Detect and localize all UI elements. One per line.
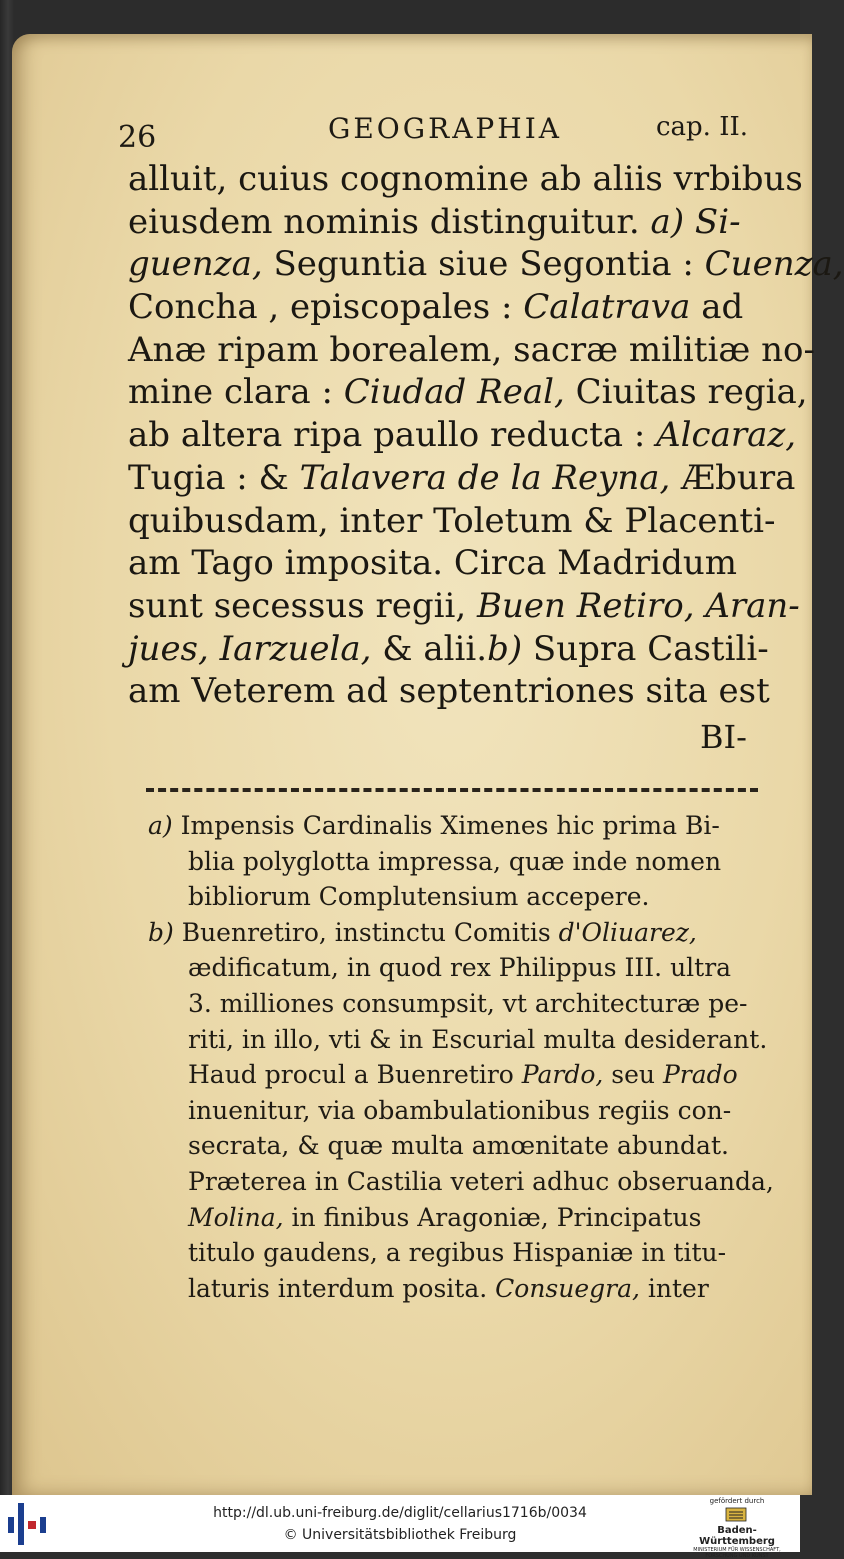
text-span: Supra Castili- — [522, 628, 769, 669]
footnote-line — [148, 1235, 772, 1271]
text-span: Æbura — [670, 457, 796, 498]
main-text-block — [128, 158, 844, 713]
text-span: am Tago imposita. Circa Madridum — [128, 543, 738, 584]
place-name: Pardo, — [521, 1060, 604, 1090]
footnote-line — [148, 1128, 772, 1164]
footnote-line — [148, 1164, 772, 1200]
text-line — [128, 243, 844, 286]
running-title: GEOGRAPHIA — [328, 112, 562, 145]
text-span: blia polyglotta impressa, quæ inde nomen — [188, 846, 722, 876]
text-line — [128, 158, 803, 201]
text-span: Seguntia siue Segontia : — [262, 244, 694, 285]
text-span: ad — [690, 287, 744, 328]
place-name: Buen Retiro, — [477, 585, 695, 626]
text-line — [128, 628, 768, 671]
text-line — [128, 329, 815, 372]
catchword: BI- — [700, 718, 747, 756]
text-span: eiusdem nominis distinguitur. — [128, 201, 640, 242]
footnote-line — [148, 879, 772, 915]
footnotes-block — [148, 808, 772, 1306]
text-span: mine clara : — [128, 372, 333, 413]
place-name: Alcaraz, — [656, 415, 797, 456]
text-span: Buenretiro, instinctu Comitis — [173, 917, 551, 947]
text-span: secrata, & quæ multa amœnitate abundat. — [188, 1131, 729, 1161]
text-span: Præterea in Castilia veteri adhuc obseruanda, — [188, 1166, 774, 1196]
text-span: Haud procul a Buenretiro — [188, 1060, 514, 1090]
page-number: 26 — [118, 120, 157, 155]
sponsor-label: gefördert durch — [709, 1497, 765, 1505]
text-line — [128, 286, 768, 329]
footnote-line — [148, 808, 772, 844]
page-header — [118, 112, 748, 155]
place-name: Aran- — [705, 585, 800, 626]
footnote-line — [148, 1057, 772, 1093]
footnote-mark: b) — [148, 917, 174, 947]
text-span: titulo gaudens, a regibus Hispaniæ in titu- — [188, 1238, 727, 1268]
text-line — [128, 201, 768, 244]
footnote-ref: b) — [487, 628, 523, 669]
coat-of-arms-icon — [724, 1506, 748, 1522]
place-name: guenza, — [128, 244, 263, 285]
footnote-line — [148, 1271, 772, 1307]
text-line — [128, 542, 768, 585]
place-name: Talavera de la Reyna, — [299, 457, 671, 498]
text-span: bibliorum Complutensium accepere. — [188, 882, 650, 912]
place-name: Consuegra, — [495, 1273, 640, 1303]
text-span: in finibus Aragoniæ, Principatus — [283, 1202, 702, 1232]
chapter-reference: cap. II. — [655, 112, 748, 142]
text-span: riti, in illo, vti & in Escurial multa desiderant. — [188, 1024, 768, 1054]
text-span: laturis interdum posita. — [188, 1273, 488, 1303]
place-name: Prado — [662, 1060, 738, 1090]
place-name: Si- — [694, 201, 741, 242]
text-span: Anæ ripam borealem, sacræ militiæ no- — [128, 329, 815, 370]
text-line — [128, 585, 800, 628]
text-span: seu — [603, 1060, 656, 1090]
place-name: Iarzuela, — [219, 628, 372, 669]
text-span: Impensis Cardinalis Ximenes hic prima Bi- — [172, 811, 720, 840]
footnote-line — [148, 1022, 772, 1058]
footnote-line — [148, 915, 772, 951]
text-span: Concha , episcopales : — [128, 287, 513, 328]
text-span: quibusdam, inter Toletum & Placenti- — [128, 500, 776, 541]
text-span: Tugia : & — [128, 457, 289, 498]
text-span: alluit, cuius cognomine ab aliis vrbibus — [128, 159, 803, 199]
person-name: d'Oliuarez, — [558, 917, 697, 947]
footnote-line — [148, 950, 772, 986]
footnote-line — [148, 986, 772, 1022]
viewer-footer — [0, 1495, 800, 1559]
footnote-rule — [146, 788, 758, 792]
place-name: jues, — [128, 628, 209, 669]
footnote-ref: a) — [650, 201, 685, 242]
footnote-line — [148, 844, 772, 880]
text-line — [128, 500, 776, 543]
copyright-notice: © Universitätsbibliothek Freiburg — [283, 1527, 517, 1543]
text-span: inuenitur, via obambulationibus regiis con- — [188, 1095, 732, 1125]
text-span: am Veterem ad septentriones sita est — [128, 671, 770, 712]
text-span: Ciuitas regia, — [564, 372, 808, 413]
text-span: & alii. — [371, 628, 488, 669]
place-name: Calatrava — [523, 287, 691, 328]
sponsor-block — [682, 1497, 792, 1559]
place-name: Molina, — [188, 1202, 284, 1232]
place-name: Cuenza, — [704, 244, 844, 285]
footnote-line — [148, 1200, 772, 1236]
text-line — [128, 371, 808, 414]
text-line — [128, 457, 796, 500]
text-span: ædificatum, in quod rex Philippus III. ultra — [188, 953, 732, 983]
text-span: 3. milliones consumpsit, vt architecturæ pe- — [188, 988, 748, 1018]
text-line — [128, 414, 797, 457]
sponsor-ministry: MINISTERIUM FÜR WISSENSCHAFT, FORSCHUNG UND KUNST — [693, 1547, 781, 1559]
place-name: Ciudad Real, — [343, 372, 565, 413]
text-span: ab altera ripa paullo reducta : — [128, 415, 646, 456]
text-span: inter — [639, 1273, 709, 1303]
footnote-mark: a) — [148, 811, 173, 840]
sponsor-name: Baden-Württemberg — [699, 1525, 775, 1547]
permalink-url[interactable]: http://dl.ub.uni-freiburg.de/diglit/cellarius1716b/0034 — [213, 1505, 587, 1521]
text-line — [128, 670, 768, 713]
text-span: sunt secessus regii, — [128, 585, 467, 626]
footnote-line — [148, 1093, 772, 1129]
